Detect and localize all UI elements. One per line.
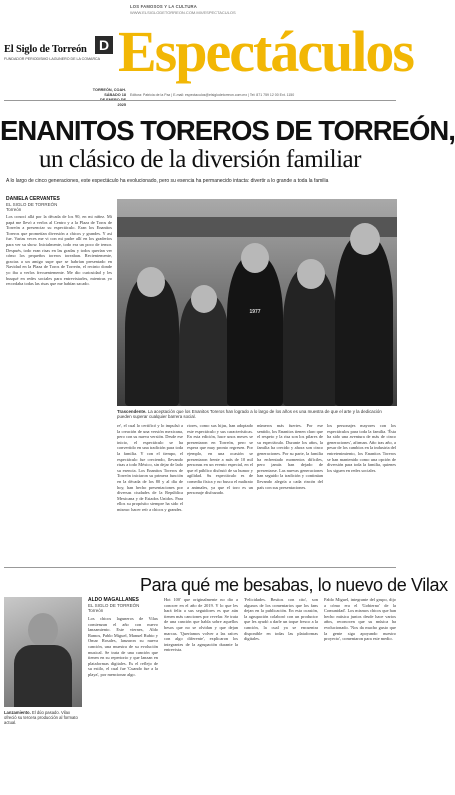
main-byline-city: Torreón [6,207,22,212]
section-website[interactable]: WWW.ELSIGLODETORREON.COM.MX/ESPECTACULOS [130,10,236,15]
second-photo [4,597,82,707]
caption-label: Trascendente. [117,409,147,414]
main-photo-caption [117,409,397,420]
section-tagline: LOS FAMOSOS Y LA CULTURA [130,4,197,9]
main-subhead: un clásico de la diversión familiar [39,146,361,173]
story-divider [4,567,396,568]
section-title: Espectáculos [118,19,413,84]
second-column-3: 'Felicidades. Besitos con cito', son algunos de los comentarios que los fans dejan en la publicación. En esta ocasión, la agrupación colaboró con un productor que les ayudó a darle un toque fresco a la canción, la cual ya se encuentra disponible en todas las plataformas digitales. [244,597,318,642]
dateline-day: SÁBADO 18 [104,93,126,97]
second-byline-outlet: EL SIGLO DE TORREÓN [88,603,140,608]
dateline-date: 2025 [117,103,126,107]
main-column-4: números más fuertes. Por ese sentido, los Enanitos tienen claro que el respeto y la risa son los pilares de su espectáculo. Durante los años, la familia ha crecido y ahora son cinco generaciones. Por su parte, la familia ha enfrentado momentos difíciles, pero jamás han dejado de presentarse. Las nuevas generaciones han seguido la tradición y continúan llevando alegría a cada rincón del país con sus presentaciones. [257,423,323,490]
second-column-2: Hot 100' que originalmente no dio a conocer en el año de 2019. Y lo que les hará feliz a sus seguidores es que aún tienen más canciones por revelar. Se trata de una canción que habla sobre aquellos besos que no se olvidan y que dejan marcas. 'Queríamos volver a las raíces con algo diferente', explicaron los integrantes de la agrupación durante la entrevista. [164,597,238,653]
second-column-4: Pablo Miguel, integrante del grupo, dijo a cómo era el 'Gobierno' de la Comunidad'. Los mismos chicos que han hecho música juntos desde hace varios años, reconocen que su música ha evolucionado. 'Nos da mucho gusto que la gente siga apoyando nuestro proyecto', comentaron para este medio. [324,597,397,642]
photo-person [335,236,393,406]
photo-head [191,285,217,313]
photo-head [241,243,269,273]
second-headline: Para qué me besabas, lo nuevo de Vilax [140,575,448,595]
photo-head [297,259,325,289]
main-byline-outlet: EL SIGLO DE TORREÓN [6,202,58,207]
header-divider [4,100,396,101]
second-byline: ALDO MAGALLANES [88,597,139,603]
newspaper-logo-subtitle: FUNDADOR PERIODISMO LAGUNERO DE LA COMARCA [4,57,101,61]
second-photo-caption [4,710,82,726]
dateline [92,88,126,108]
main-column-2: re', el cual lo certificó y lo impulsó a la creación de una versión mexicana, pero con su nueva versión. Desde ese inicio, el espectáculo se ha convertido en una tradición para toda la familia. Y con el tiempo, el espectáculo fue creciendo, llevando risas a todo México, sin dejar de lado su esencia. Los Enanitos Toreros de Torreón iniciaron su primera función en la década de los 80 y al día de hoy, han hecho presentaciones por diversas ciudades de la República Mexicana y de Estados Unidos. Para ellos su propósito siempre ha sido el mismo: hacer reír a chicos y grandes. [117,423,183,512]
caption-label: Lanzamiento. [4,710,31,715]
caption-text: El dúo pasado. Vilax ofreció su tercera producción al formato actual. [4,710,78,726]
section-letter-badge: D [95,36,113,54]
photo-head [350,223,380,255]
main-photo [117,199,397,406]
second-byline-city: Torreón [88,608,104,613]
main-headline: ENANITOS TOREROS DE TORREÓN, [0,115,455,146]
editor-contact-bar: Editora: Patricia de la Paz | E-mail: espectaculos@elsiglodetorreon.com.mx | Tel: 871 759 12 00 Ext. 1150 [130,93,295,97]
main-column-3: riores, como sus hijas, han adoptado este espectáculo y sus características. En esta edición, hace unos meses se presentaron en Torreón, pero se espera que muy pronto regresen. Por ejemplo, en una ocasión se presentaron frente a más de 10 mil personas en un evento especial, en el que el público disfrutó de su humor y agilidad. Su espectáculo es de comedia física y no busca el maltrato a animales, ya que el toro es un personaje disfrazado. [187,423,253,496]
photo-person [14,645,72,707]
main-column-5: los personajes mayores con los espectáculos para toda la familia. 'Ésta ha sido una aventura de más de cinco generaciones', afirman. Año tras año, a pesar de los cambios en la industria del entretenimiento, los Enanitos Toreros se han mantenido como una opción de diversión para toda la familia, quienes los siguen en redes sociales. [327,423,396,473]
second-column-1: Los chicos laguneros de Vilax comienzan el año con nuevo lanzamiento. Este viernes, Aldo Ramos, Pablo Miguel, Manuel Rubio y Omar Rosales, lanzaron su nueva canción, una muestra de su evolución musical. Se trata de una canción que tienen en su repertorio y que lanzan en plataformas digitales. Es el reflejo de su estilo, el cual fue 'Cuando fue a la playa', por mencionar algo. [88,616,158,677]
newspaper-logo: El Siglo de Torreón [4,44,87,55]
shirt-print: 1977 [249,309,261,315]
photo-head [28,613,58,647]
main-byline: DANIELA CERVANTES [6,196,60,202]
main-column-1: Los conocí allá por la década de los 90, en mi niñez. Mi papá me llevó a verlos al Centro y a la Plaza de Toros de Torreón a presenciar su espectáculo. Eran los Enanitos Toreros que prometían diversión a chicos y grandes. Y así fue. Varias veces me vi con mi padre allí en los graderíos para ver su show. Inicialmente, todo era un poco de temor. Después, todo eran risas en las gradas y todos querían ver cómo los pequeños toreros toreaban. Recientemente, gracias a un amigo supe que se habrían presentado en Navidad en la Plaza de Toros de Torreón, el recinto donde yo iba a verlos frecuentemente. Me dio curiosidad y les busqué en redes sociales para entrevistarles, mientras yo recordaba todas las risas que me habían sacado. [6,214,112,287]
photo-head [137,267,165,297]
photo-person [227,256,283,406]
caption-text: La aceptación que los Enanitos Toreros han logrado a lo largo de los años es una muestra de que el arte y la dedicación pueden superar cualquier barrera social. [117,409,382,420]
dateline-city: TORREÓN, COAH. [92,88,126,92]
main-deck: A lo largo de cinco generaciones, este espectáculo ha evolucionado, pero su esencia ha permanecido intacta: divertir a lo grande a toda la familia [6,178,329,184]
